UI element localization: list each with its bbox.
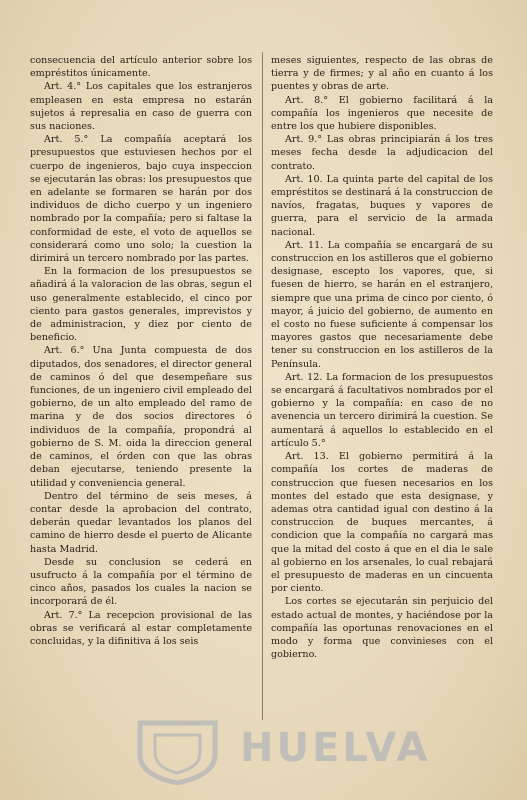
archive-watermark [130, 715, 510, 785]
paragraph: Dentro del término de seis meses, á contar desde la aprobacion del contrato, deberán quedar levantados los planos del camino de hierro desde el puerto de Alicante hasta Madrid. [30, 490, 252, 555]
watermark-text: HUELVA [240, 725, 431, 771]
paragraph: Los cortes se ejecutarán sin perjuicio del estado actual de montes, y haciéndose por la compañía las oportunas renovaciones en el modo y forma que convinieses con el gobierno. [271, 596, 493, 661]
right-text-column [271, 54, 493, 661]
paragraph: Art. 13. El gobierno permitirá á la compañía los cortes de maderas de construccion que fuesen necesarios en los montes del estado que esta designase, y ademas otra cantidad igual con destino á la construccion de buques mercantes, á condicion que la compañía no cargará mas que la mitad del costo á que en el dia le sale al gobierno en los arsenales, lo cual rebajará el presupuesto de maderas en un cincuenta por ciento. [271, 451, 493, 595]
paragraph: meses siguientes, respecto de las obras de tierra y de firmes; y al año en cuanto á los puentes y obras de arte. [271, 55, 493, 93]
paragraph: Art. 6.° Una Junta compuesta de dos diputados, dos senadores, el director general de caminos ó del que desempeñare sus funciones, de un ingeniero civil empleado del gobierno, de un alto empleado del ramo de marina y de dos socios directores ó individuos de la compañía, propondrá al gobierno de S. M. oida la direccion general de caminos, el órden con que las obras deban ejecutarse, teniendo presente la utilidad y conveniencia general. [30, 345, 252, 489]
paragraph: Desde su conclusion se cederá en usufructo á la compañía por el término de cinco años, pasados los cuales la nacion se incorporará de él. [30, 556, 252, 608]
left-text-column [30, 54, 252, 648]
paragraph: Art. 12. La formacion de los presupuestos se encargará á facultativos nombrados por el gobierno y la compañía: en caso de no avenencia un tercero dirimirá la cuestion. Se aumentará á aquellos lo establecido en el artículo 5.° [271, 371, 493, 449]
paragraph: Art. 7.° La recepcion provisional de las obras se verificará al estar completamente concluidas, y la difinitiva á los seis [30, 609, 252, 647]
paragraph: consecuencia del artículo anterior sobre los empréstitos únicamente. [30, 55, 252, 80]
paragraph: Art. 10. La quinta parte del capital de los empréstitos se destinará á la construccion de navíos, fragatas, buques y vapores de guerra, para el servicio de la armada nacional. [271, 173, 493, 238]
paragraph: Art. 11. La compañía se encargará de su construccion en los astilleros que el gobierno designase, escepto los vapores, que, si fuesen de hierro, se harán en el estranjero, siempre que una prima de cinco por ciento, ó mayor, á juicio del gobierno, de aumento en el costo no fuese suficiente á compensar los mayores gastos que necesariamente debe tener su construccion en los astilleros de la Península. [271, 239, 493, 370]
paragraph: Art. 9.° Las obras principiarán á los tres meses fecha desde la adjudicacion del contrato. [271, 134, 493, 172]
column-divider [262, 52, 263, 720]
paragraph: Art. 8.° El gobierno facilitará á la compañía los ingenieros que necesite de entre los que hubiere disponibles. [271, 94, 493, 133]
paragraph: Art. 4.° Los capitales que los estranjeros empleasen en esta empresa no estarán sujetos á represalia en caso de guerra con sus naciones. [30, 81, 252, 133]
paragraph: En la formacion de los presupuestos se añadirá á la valoracion de las obras, segun el uso generalmente establecido, el cinco por ciento para gastos generales, imprevistos y de administracion, y diez por ciento de beneficio. [30, 266, 252, 344]
paragraph: Art. 5.° La compañía aceptará los presupuestos que estuviesen hechos por el cuerpo de ingenieros, bajo cuya inspeccion se ejecutarán las obras: los presupuestos que en adelante se formaren se harán por dos individuos de dicho cuerpo y un ingeniero nombrado por la compañía; pero si faltase la conformidad de este, el voto de aquellos se considerará como uno solo; la cuestion la dirimirá un tercero nombrado por las partes. [30, 134, 252, 265]
shield-logo-icon [130, 715, 225, 785]
